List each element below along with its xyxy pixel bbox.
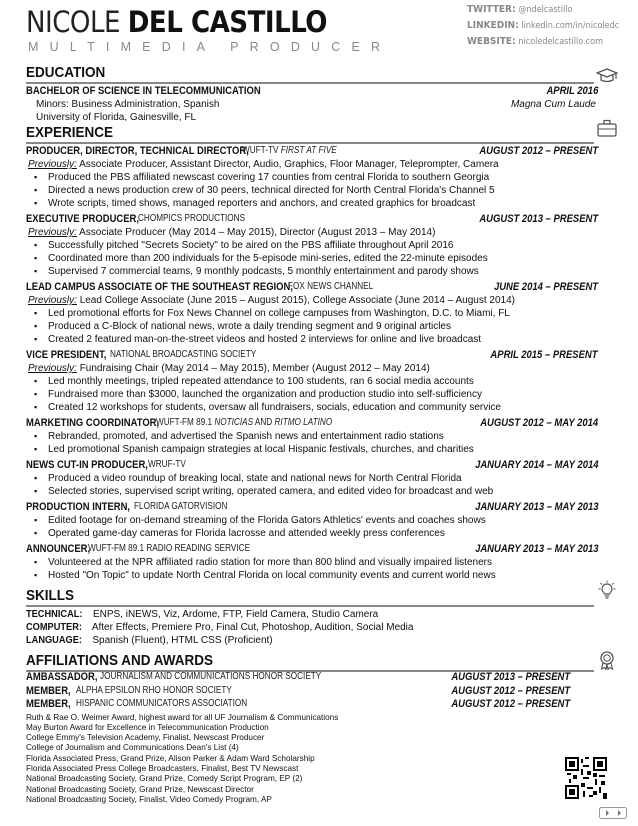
affiliation-date: AUGUST 2012 – PRESENT (451, 698, 570, 710)
job-role: VICE PRESIDENT, (26, 349, 107, 361)
job-header (26, 348, 598, 362)
contact-label: WEBSITE: (467, 36, 516, 47)
job-role: MARKETING COORDINATOR, (26, 417, 160, 429)
job-header (26, 458, 598, 472)
contact-value[interactable]: linkedin.com/in/nicoledc (521, 21, 620, 31)
degree: BACHELOR OF SCIENCE IN TELECOMMUNICATION (26, 85, 261, 97)
award-item: Ruth & Rae O. Weimer Award, highest award for all UF Journalism & Communications (26, 713, 339, 722)
affiliation-role: MEMBER, (26, 685, 71, 697)
affiliation-org: ALPHA EPSILON RHO HONOR SOCIETY (76, 685, 232, 696)
job-org: WRUF-TV (148, 459, 186, 470)
skill-technical: TECHNICAL: ENPS, iNEWS, Viz, Ardome, FTP, Field Camera, Studio Camera (26, 608, 379, 620)
award-item: Florida Associated Press College Broadcasters, Finalist, Best TV Newscast (26, 764, 299, 773)
job-header (26, 280, 598, 294)
job-org: WUFT-FM 89.1 RADIO READING SERVICE (88, 543, 251, 554)
award-item: Florida Associated Press, Grand Prize, Alison Parker & Adam Ward Scholarship (26, 754, 315, 763)
affiliation-row (26, 670, 598, 684)
education-degree-row (26, 84, 598, 98)
job-bullet: ▪ Volunteered at the NPR affiliated radio station for more than 800 blind and visually impaired listeners (48, 556, 492, 569)
job-header (26, 500, 598, 514)
contact-website[interactable] (467, 34, 632, 50)
job-role: NEWS CUT-IN PRODUCER, (26, 459, 148, 471)
job-bullet: ▪ Supervised 7 commercial teams, 9 monthly podcasts, 5 monthly entertainment and parody shows (48, 265, 479, 278)
job-header (26, 212, 598, 226)
job-bullet: ▪ Produced a C-Block of national news, wrote a daily trending segment and 9 original articles (48, 320, 451, 333)
job-role: ANNOUNCER, (26, 543, 91, 555)
job-org: WUFT-TV FIRST AT FIVE (242, 145, 337, 156)
affiliation-role: AMBASSADOR, (26, 671, 98, 683)
graduation-date: APRIL 2016 (546, 85, 598, 97)
award-ribbon-icon (596, 650, 618, 670)
job-bullet: ▪ Operated game-day cameras for Florida lacrosse and attended weekly press conferences (48, 527, 445, 540)
affiliation-org: HISPANIC COMMUNICATORS ASSOCIATION (76, 698, 248, 709)
skill-language: LANGUAGE: Spanish (Fluent), HTML CSS (Proficient) (26, 634, 273, 646)
job-header (26, 542, 598, 556)
job-date: JANUARY 2013 – MAY 2013 (474, 501, 598, 513)
award-item: National Broadcasting Society, Grand Prize, Newscast Director (26, 785, 254, 794)
job-org: WUFT-FM 89.1 NOTICIAS AND RITMO LATINO (156, 417, 333, 428)
award-item: National Broadcasting Society, Finalist, Video Comedy Program, AP (26, 795, 272, 804)
job-org: NATIONAL BROADCASTING SOCIETY (110, 349, 257, 360)
briefcase-icon (596, 118, 618, 138)
affiliation-row (26, 697, 598, 711)
award-item: National Broadcasting Society, Grand Prize, Comedy Script Program, EP (2) (26, 774, 303, 783)
job-org: FOX NEWS CHANNEL (288, 281, 374, 292)
job-bullet: ▪ Rebranded, promoted, and advertised the Spanish news and entertainment radio stations (48, 430, 444, 443)
job-role: PRODUCER, DIRECTOR, TECHNICAL DIRECTOR, (26, 145, 249, 157)
award-item: May Burton Award for Excellence in Telecommunication Production (26, 723, 269, 732)
section-heading-experience: EXPERIENCE (26, 124, 114, 141)
last-name: DEL CASTILLO (127, 5, 327, 39)
contact-twitter[interactable] (467, 2, 632, 18)
job-role: PRODUCTION INTERN, (26, 501, 131, 513)
job-date: JUNE 2014 – PRESENT (493, 281, 598, 293)
section-heading-skills: SKILLS (26, 587, 75, 604)
skill-computer: COMPUTER: After Effects, Premiere Pro, Final Cut, Photoshop, Audition, Social Media (26, 621, 414, 633)
qr-code-icon (565, 757, 607, 799)
contact-label: LINKEDIN: (467, 20, 519, 31)
job-previous-roles: Previously: Lead College Associate (June 2015 – August 2015), College Associate (June 2014 – August 2014) (28, 295, 515, 306)
job-bullet: ▪ Hosted "On Topic" to update North Central Florida on local community events and current world news (48, 569, 496, 582)
education-honor: Magna Cum Laude (510, 99, 596, 110)
job-role: EXECUTIVE PRODUCER, (26, 213, 140, 225)
job-bullet: ▪ Created 2 featured man-on-the-street videos and hosted 2 interviews for online and live broadcast (48, 333, 481, 346)
contact-value[interactable]: @ndelcastillo (518, 5, 573, 15)
job-bullet: ▪ Led monthly meetings, tripled repeated attendance to 100 students, ran 6 social media accounts (48, 375, 474, 388)
job-title: MULTIMEDIA PRODUCER (28, 40, 392, 54)
job-bullet: ▪ Coordinated more than 200 individuals for the 5-episode mini-series, edited the 22-minute episodes (48, 252, 488, 265)
affiliation-org: JOURNALISM AND COMMUNICATIONS HONOR SOCIETY (100, 671, 322, 682)
contact-value[interactable]: nicoledelcastillo.com (518, 37, 603, 47)
job-bullet: ▪ Produced the PBS affiliated newscast covering 17 counties from central Florida to southern Georgia (48, 171, 489, 184)
name-heading (26, 6, 327, 38)
page-nav-button[interactable] (599, 807, 627, 819)
contact-linkedin[interactable] (467, 18, 632, 34)
job-date: JANUARY 2014 – MAY 2014 (474, 459, 598, 471)
lightbulb-icon (596, 580, 618, 600)
affiliation-row (26, 684, 598, 698)
affiliation-role: MEMBER, (26, 698, 71, 710)
job-header (26, 416, 598, 430)
job-bullet: ▪ Edited footage for on-demand streaming of the Florida Gators Athletics' events and coaches shows (48, 514, 486, 527)
education-school: University of Florida, Gainesville, FL (36, 112, 197, 123)
job-bullet: ▪ Selected stories, supervised script writing, operated camera, and edited video for broadcast and web (48, 485, 493, 498)
job-bullet: ▪ Created 12 workshops for students, oversaw all fundraisers, socials, education and community service (48, 401, 501, 414)
job-previous-roles: Previously: Associate Producer, Assistant Director, Audio, Graphics, Floor Manager, Teleprompter, Camera (28, 159, 499, 170)
affiliation-date: AUGUST 2012 – PRESENT (451, 685, 570, 697)
job-date: AUGUST 2013 – PRESENT (479, 213, 598, 225)
job-bullet: ▪ Directed a news production crew of 30 peers, technical directed for North Central Florida's Channel 5 (48, 184, 495, 197)
award-item: College of Journalism and Communications Dean's List (4) (26, 743, 239, 752)
job-bullet: ▪ Led promotional Spanish campaign strategies at local Hispanic festivals, churches, and charities (48, 443, 474, 456)
section-heading-affiliations: AFFILIATIONS AND AWARDS (26, 652, 214, 669)
job-bullet: ▪ Produced a video roundup of breaking local, state and national news for North Central Florida (48, 472, 462, 485)
section-divider (26, 605, 594, 607)
job-date: APRIL 2015 – PRESENT (490, 349, 598, 361)
job-bullet: ▪ Fundraised more than $3000, launched the organization and production studio into self-sufficiency (48, 388, 482, 401)
job-role: LEAD CAMPUS ASSOCIATE OF THE SOUTHEAST REGION, (26, 281, 294, 293)
section-heading-education: EDUCATION (26, 64, 106, 81)
job-org: CHOMPICS PRODUCTIONS (138, 213, 246, 224)
contact-label: TWITTER: (467, 4, 516, 15)
job-bullet: ▪ Led promotional efforts for Fox News Channel on college campuses from Washington, D.C. to Miami, FL (48, 307, 510, 320)
job-date: JANUARY 2013 – MAY 2013 (474, 543, 598, 555)
job-date: AUGUST 2012 – PRESENT (479, 145, 598, 157)
job-bullet: ▪ Wrote scripts, timed shows, managed reporters and anchors, and created graphics for broadcast (48, 197, 475, 210)
job-bullet: ▪ Successfully pitched "Secrets Society" to be aired on the PBS affiliate throughout April 2016 (48, 239, 454, 252)
job-previous-roles: Previously: Associate Producer (May 2014 – May 2015), Director (August 2013 – May 2014) (28, 227, 436, 238)
education-minors: Minors: Business Administration, Spanish (36, 99, 220, 110)
affiliation-date: AUGUST 2013 – PRESENT (451, 671, 570, 683)
job-header (26, 144, 598, 158)
job-org: FLORIDA GATORVISION (134, 501, 228, 512)
graduation-cap-icon (596, 66, 618, 86)
award-item: College Emmy's Television Academy, Finalist, Newscast Producer (26, 733, 265, 742)
job-date: AUGUST 2012 – MAY 2014 (480, 417, 598, 429)
job-previous-roles: Previously: Fundraising Chair (May 2014 – May 2015), Member (August 2012 – May 2014) (28, 363, 430, 374)
first-name: NICOLE (26, 5, 120, 39)
